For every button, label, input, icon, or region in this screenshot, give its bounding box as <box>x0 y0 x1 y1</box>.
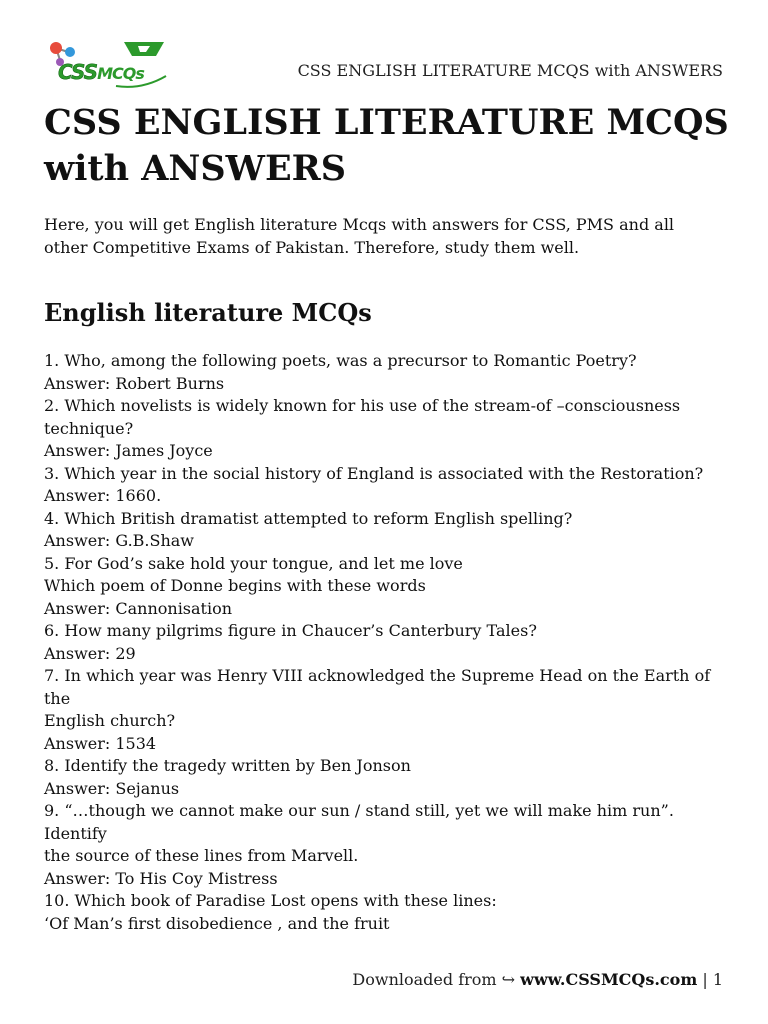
mcq-line: Answer: 29 <box>44 643 136 663</box>
mcq-line: the <box>44 688 71 708</box>
mcq-line: Answer: Robert Burns <box>44 373 225 393</box>
mcq-line: 5. For God’s sake hold your tongue, and let me love <box>44 553 463 573</box>
mcq-line: Identify <box>44 823 107 843</box>
footer-separator: | <box>697 970 713 989</box>
logo-wordmark <box>58 60 144 84</box>
logo-text-css: CSS <box>58 60 98 84</box>
running-header-title: CSS ENGLISH LITERATURE MCQS with ANSWERS <box>297 61 723 80</box>
mcq-line: 3. Which year in the social history of England is associated with the Restoration? <box>44 463 704 483</box>
mcq-line: 10. Which book of Paradise Lost opens with these lines: <box>44 891 497 910</box>
mcq-line: Answer: To His Coy Mistress <box>44 868 278 888</box>
mcq-line: ‘Of Man’s first disobedience , and the fruit <box>44 913 390 933</box>
mcq-list <box>44 350 734 935</box>
mcq-line: 4. Which British dramatist attempted to reform English spelling? <box>44 508 573 528</box>
mcq-line: 2. Which novelists is widely known for his use of the stream-of –consciousness <box>44 396 681 415</box>
page-title-line-2: with ANSWERS <box>44 148 346 189</box>
intro-line-1: Here, you will get English literature Mcqs with answers for CSS, PMS and all <box>44 215 675 234</box>
logo-text-mcqs: MCQs <box>97 64 144 83</box>
mcq-line: Answer: G.B.Shaw <box>44 531 194 550</box>
mcq-line: 1. Who, among the following poets, was a precursor to Romantic Poetry? <box>44 351 637 370</box>
page-title <box>44 100 744 192</box>
page-number: 1 <box>712 970 723 989</box>
mcq-line: Answer: Cannonisation <box>44 598 233 618</box>
mcq-line: Answer: Sejanus <box>44 778 180 798</box>
mcq-line: Answer: 1534 <box>44 733 157 753</box>
mcq-line: the source of these lines from Marvell. <box>44 846 359 865</box>
footer-prefix: Downloaded from ↪ <box>352 970 521 989</box>
mcq-line: Which poem of Donne begins with these words <box>44 576 426 595</box>
mcq-line: 7. In which year was Henry VIII acknowledged the Supreme Head on the Earth of <box>44 666 711 685</box>
page-title-line-1: CSS ENGLISH LITERATURE MCQS <box>44 102 729 143</box>
intro-line-2: other Competitive Exams of Pakistan. Therefore, study them well. <box>44 238 580 257</box>
mcq-line: Answer: James Joyce <box>44 441 213 460</box>
mcq-line: 8. Identify the tragedy written by Ben Jonson <box>44 756 411 775</box>
mcq-line: 9. “…though we cannot make our sun / stand still, yet we will make him run”. <box>44 801 674 820</box>
mcq-line: technique? <box>44 418 134 438</box>
section-heading: English literature MCQs <box>44 298 372 327</box>
mcq-line: 6. How many pilgrims figure in Chaucer’s Canterbury Tales? <box>44 621 537 640</box>
mcq-line: Answer: 1660. <box>44 486 162 505</box>
page-footer <box>352 970 723 989</box>
intro-paragraph <box>44 213 734 259</box>
footer-site-link[interactable]: www.CSSMCQs.com <box>520 970 698 989</box>
mcq-line: English church? <box>44 711 176 730</box>
